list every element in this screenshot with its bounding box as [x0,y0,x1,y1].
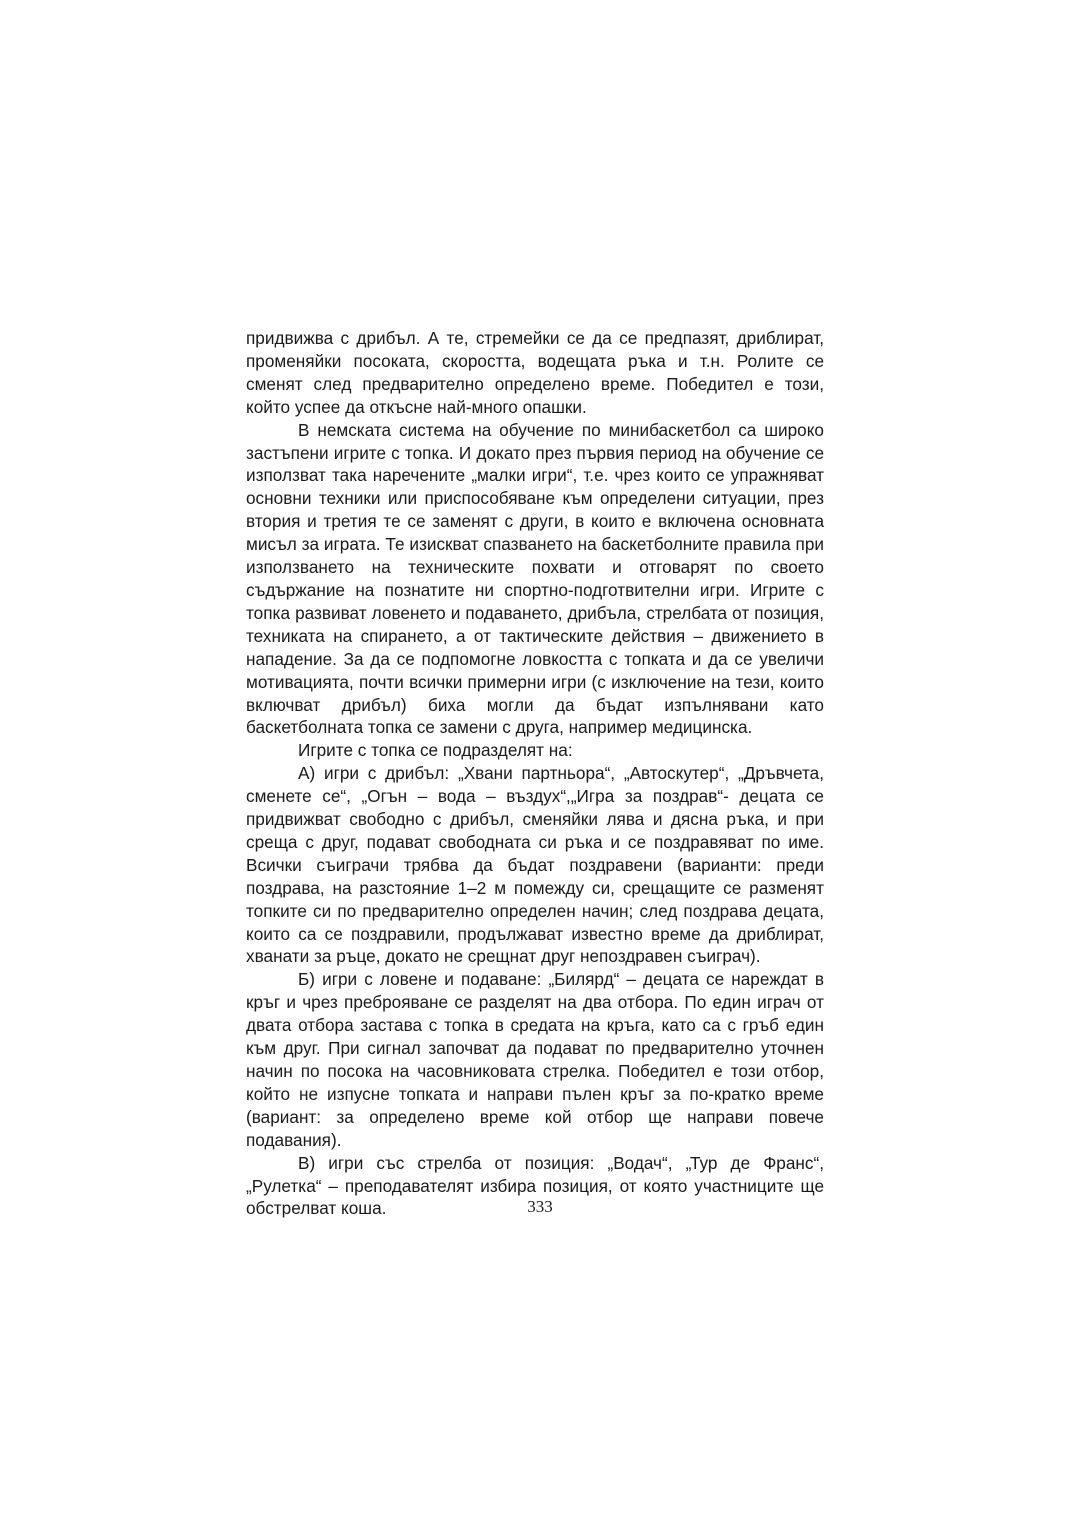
page-number: 333 [527,1197,553,1216]
paragraph-5: Б) игри с ловене и подаване: „Билярд“ – децата се нареждат в кръг и чрез преброяване се разделят на два отбора. По един играч от двата отбора застава с топка в средата на кръга, като са с гръб един към друг. При сигнал започват да подават по предварително уточнен начин по посока на часовниковата стрелка. Победител е този отбор, който не изпусне топката и направи пълен кръг за по-кратко време (вариант: за определено време кой отбор ще направи повече подавания). [246,969,824,1150]
body-text [246,327,824,1220]
paragraph-4: А) игри с дрибъл: „Хвани партньора“, „Автоскутер“, „Дръвчета, сменете се“, „Огън – вода – въздух“,„Игра за поздрав“- децата се придвижват свободно с дрибъл, сменяйки лява и дясна ръка, и при среща с друг, подават свободната си ръка и се поздравяват по име. Всички съиграчи трябва да бъдат поздравени (варианти: преди поздрава, на разстояние 1–2 м помежду си, срещащите се разменят топките си по предварително определен начин; след поздрава децата, които са се поздравили, продължават известно време да дриблират, хванати за ръце, докато не срещнат друг непоздравен съиграч). [246,763,824,967]
paragraph-3: Игрите с топка се подразделят на: [298,740,573,761]
paragraph-6: В) игри със стрелба от позиция: „Водач“, „Тур де Франс“, „Рулетка“ – преподавателят избира позиция, от която участниците ще обстрелват коша. [246,1152,824,1219]
paragraph-1: придвижва с дрибъл. А те, стремейки се да се предпазят, дриблират, променяйки посоката, скоростта, водещата ръка и т.н. Ролите се сменят след предварително определено време. Победител е този, който успее да откъсне най-много опашки. [246,328,824,417]
paragraph-2: В немската система на обучение по минибаскетбол са широко застъпени игрите с топка. И докато през първия период на обучение се използват така наречените „малки игри“, т.е. чрез които се упражняват основни техники или приспособяване към определени ситуации, през втория и третия те се заменят с други, в които е включена основната мисъл за играта. Те изискват спазването на баскетболните правила при използването на техническите похвати и отговарят по своето съдържание на познатите ни спортно-подготвителни игри. Игрите с топка развиват ловенето и подаването, дрибъла, стрелбата от позиция, техниката на спирането, а от тактическите действия – движението в нападение. За да се подпомогне ловкостта с топката и да се увеличи мотивацията, почти всички примерни игри (с изключение на тези, които включват дрибъл) биха могли да бъдат изпълнявани като баскетболната топка се замени с друга, например медицинска. [246,419,824,738]
